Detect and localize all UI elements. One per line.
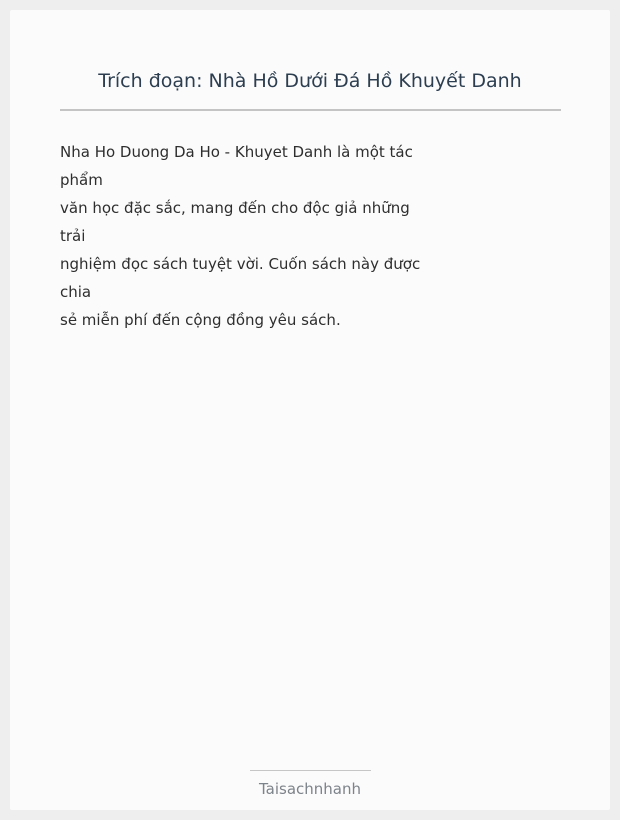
- excerpt-body: [60, 138, 420, 334]
- footer-site-name: Taisachnhanh: [258, 780, 362, 798]
- page-title: Trích đoạn: Nhà Hồ Dưới Đá Hồ Khuyết Danh: [98, 70, 522, 92]
- body-line: chia: [60, 283, 92, 301]
- body-line: phẩm: [60, 171, 103, 189]
- body-line: nghiệm đọc sách tuyệt vời. Cuốn sách này được: [60, 255, 421, 273]
- footer-divider: [250, 770, 371, 771]
- body-line: trải: [60, 227, 86, 245]
- body-line: văn học đặc sắc, mang đến cho độc giả những: [60, 199, 410, 217]
- title-divider: [60, 109, 561, 111]
- body-line: sẻ miễn phí đến cộng đồng yêu sách.: [60, 311, 341, 329]
- body-line: Nha Ho Duong Da Ho - Khuyet Danh là một tác: [60, 143, 413, 161]
- document-page: [10, 10, 610, 810]
